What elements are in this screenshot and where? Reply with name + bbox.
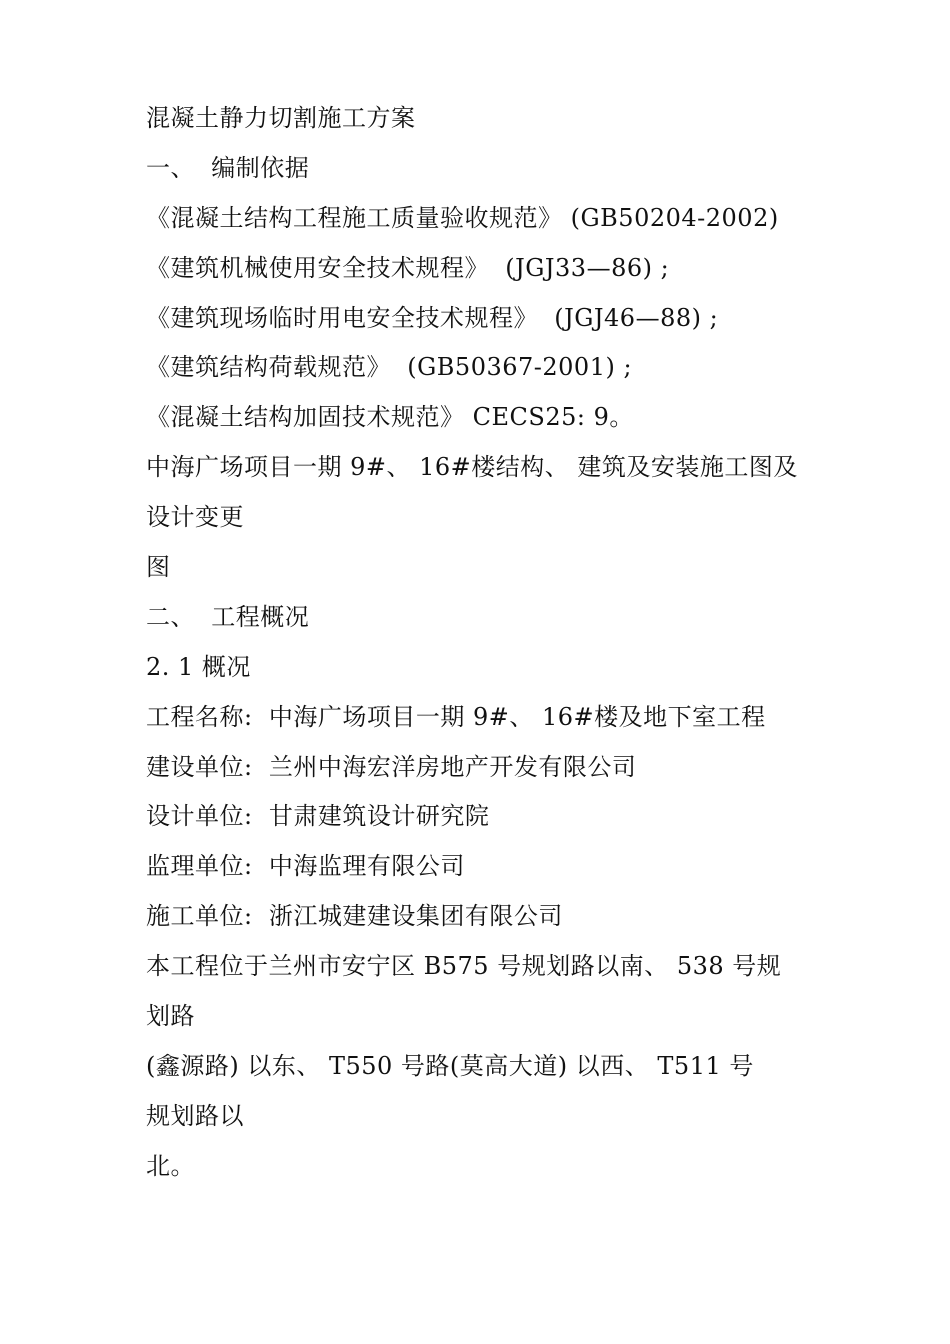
project-name-line: 工程名称: 中海广场项目一期 9#、 16#楼及地下室工程: [146, 702, 766, 731]
reference-line: 《建筑现场临时用电安全技术规程》 (JGJ46—88) ;: [146, 303, 719, 332]
location-paragraph-line: 北。: [146, 1151, 195, 1180]
reference-line: 《混凝土结构工程施工质量验收规范》 (GB50204-2002): [146, 203, 779, 232]
reference-line: 《混凝土结构加固技术规范》 CECS25: 9。: [146, 403, 634, 432]
reference-line: 《建筑机械使用安全技术规程》 (JGJ33—86) ;: [146, 253, 670, 282]
designer-line: 设计单位: 甘肃建筑设计研究院: [146, 802, 490, 831]
document-body: [146, 94, 826, 1192]
document-title: 混凝土静力切割施工方案: [146, 104, 416, 132]
location-paragraph-line: (鑫源路) 以东、 T550 号路(莫高大道) 以西、 T511 号: [146, 1051, 754, 1080]
paragraph-line: 中海广场项目一期 9#、 16#楼结构、 建筑及安装施工图及: [146, 453, 798, 482]
subsection-heading: 2. 1 概况: [146, 652, 251, 681]
paragraph-line: 设计变更: [146, 503, 244, 532]
location-paragraph-line: 本工程位于兰州市安宁区 B575 号规划路以南、 538 号规: [146, 952, 782, 981]
section-heading-basis: 一、 编制依据: [146, 153, 310, 182]
section-heading-overview: 二、 工程概况: [146, 602, 310, 631]
location-paragraph-line: 划路: [146, 1002, 195, 1031]
location-paragraph-line: 规划路以: [146, 1101, 244, 1130]
paragraph-line: 图: [146, 553, 171, 582]
contractor-line: 施工单位: 浙江城建建设集团有限公司: [146, 902, 563, 931]
supervisor-line: 监理单位: 中海监理有限公司: [146, 852, 465, 881]
owner-line: 建设单位: 兰州中海宏洋房地产开发有限公司: [146, 752, 637, 781]
reference-line: 《建筑结构荷载规范》 (GB50367-2001) ;: [146, 353, 633, 382]
